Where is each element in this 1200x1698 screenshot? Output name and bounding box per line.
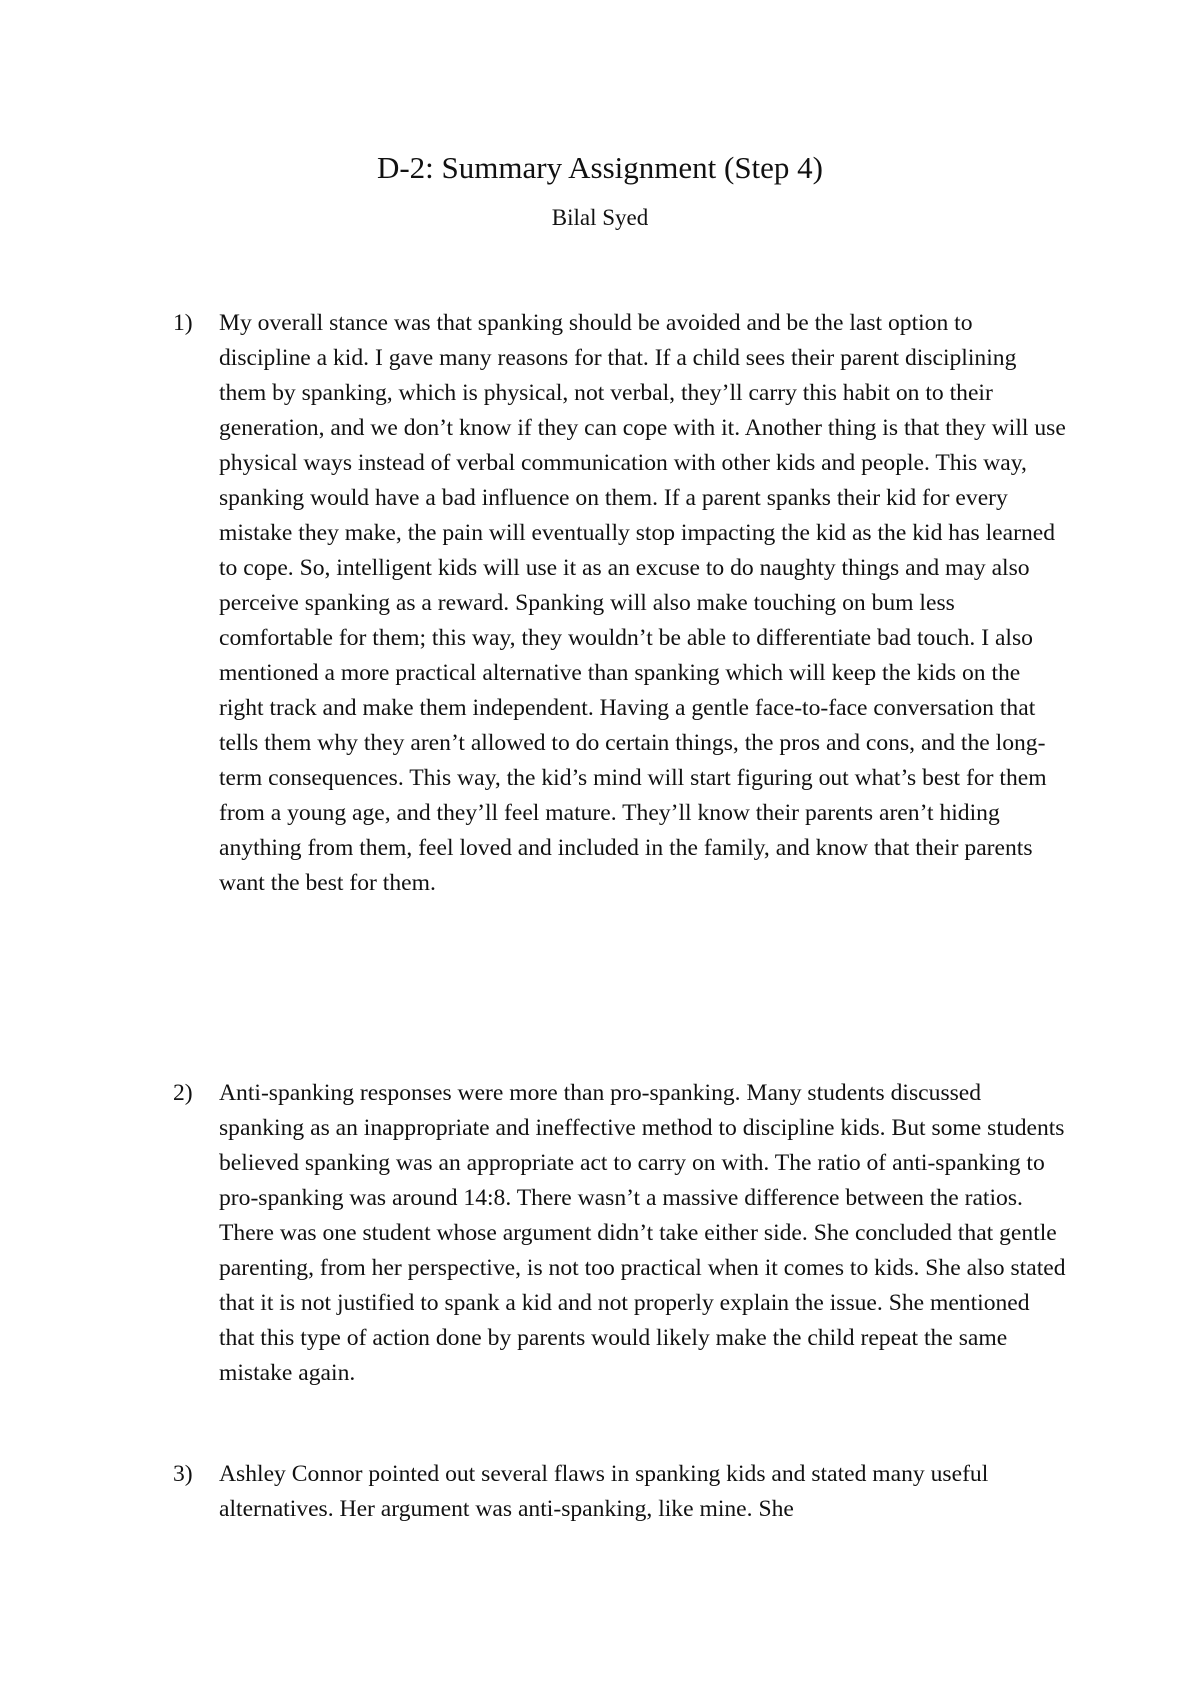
list-item bbox=[173, 306, 1073, 901]
list-item bbox=[173, 1076, 1073, 1391]
list-item-number: 2) bbox=[173, 1080, 193, 1106]
author-name: Bilal Syed bbox=[551, 205, 649, 230]
list-item-text: Ashley Connor pointed out several flaws in spanking kids and stated many useful alternatives. Her argument was anti-spanking, like mine. She bbox=[219, 1461, 989, 1522]
list-item-text: My overall stance was that spanking should be avoided and be the last option to discipline a kid. I gave many reasons for that. If a child sees their parent disciplining them by spanking, which is physical, not verbal, they’ll carry this habit on to their generation, and we don’t know if they can cope with it. Another thing is that they will use physical ways instead of verbal communication with other kids and people. This way, spanking would have a bad influence on them. If a parent spanks their kid for every mistake they make, the pain will eventually stop impacting the kid as the kid has learned to cope. So, intelligent kids will use it as an excuse to do naughty things and may also perceive spanking as a reward. Spanking will also make touching on bum less comfortable for them; this way, they wouldn’t be able to differentiate bad touch. I also mentioned a more practical alternative than spanking which will keep the kids on the right track and make them independent. Having a gentle face-to-face conversation that tells them why they aren’t allowed to do certain things, the pros and cons, and the long-term consequences. This way, the kid’s mind will start figuring out what’s best for them from a young age, and they’ll feel mature. They’ll know their parents aren’t hiding anything from them, feel loved and included in the family, and know that their parents want the best for them. bbox=[219, 310, 1066, 896]
list-item-text: Anti-spanking responses were more than pro-spanking. Many students discussed spanking as an inappropriate and ineffective method to discipline kids. But some students believed spanking was an appropriate act to carry on with. The ratio of anti-spanking to pro-spanking was around 14:8. There wasn’t a massive difference between the ratios. There was one student whose argument didn’t take either side. She concluded that gentle parenting, from her perspective, is not too practical when it comes to kids. She also stated that it is not justified to spank a kid and not properly explain the issue. She mentioned that this type of action done by parents would likely make the child repeat the same mistake again. bbox=[219, 1080, 1066, 1386]
list-item bbox=[173, 1457, 1073, 1527]
list-item-number: 3) bbox=[173, 1461, 193, 1487]
document-title: D-2: Summary Assignment (Step 4) bbox=[376, 150, 824, 185]
list-item-number: 1) bbox=[173, 310, 193, 336]
